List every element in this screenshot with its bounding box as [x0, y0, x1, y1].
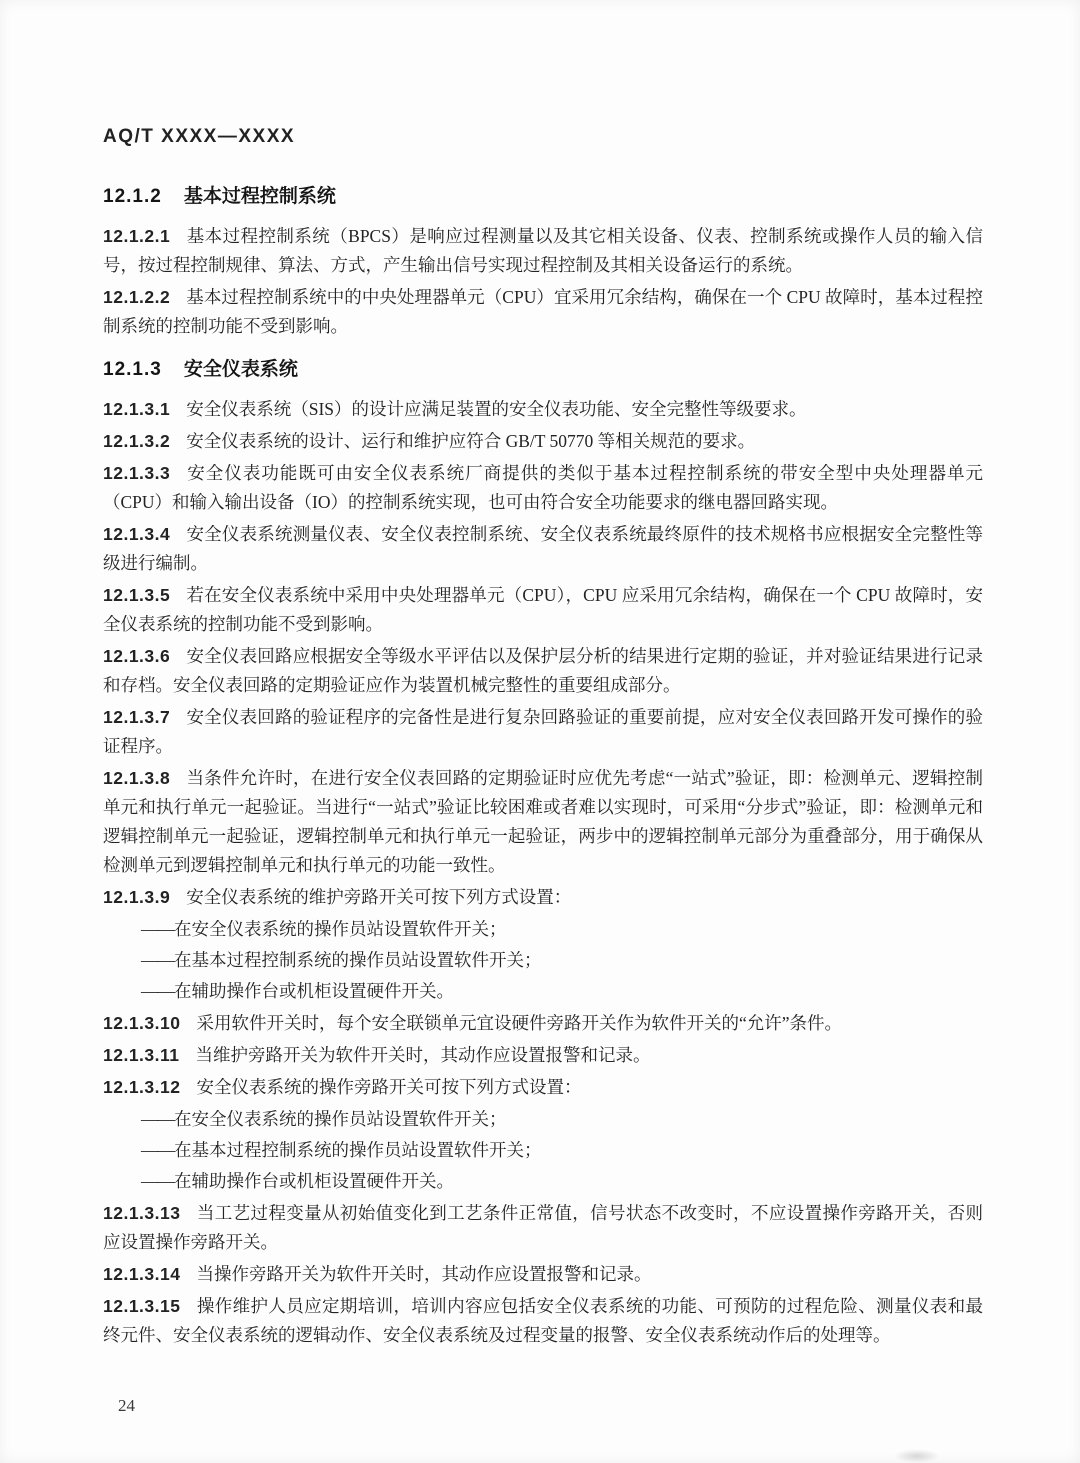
dash-item-text: 在安全仪表系统的操作员站设置软件开关； [174, 1109, 507, 1129]
section-heading [103, 184, 983, 210]
clause-text: 安全仪表回路的验证程序的完备性是进行复杂回路验证的重要前提，应对安全仪表回路开发可操作的验证程序。 [103, 707, 983, 756]
clause-text: 当维护旁路开关为软件开关时，其动作应设置报警和记录。 [195, 1045, 651, 1065]
clause-number: 12.1.3.11 [103, 1045, 180, 1065]
clause-number: 12.1.3.5 [103, 585, 171, 605]
clause-text: 当条件允许时，在进行安全仪表回路的定期验证时应优先考虑“一站式”验证，即：检测单元、逻辑控制单元和执行单元一起验证。当进行“一站式”验证比较困难或者难以实现时，可采用“分步式”验证，即：检测单元和逻辑控制单元一起验证，逻辑控制单元和执行单元一起验证，两步中的逻辑控制单元部分为重叠部分，用于确保从检测单元到逻辑控制单元和执行单元的功能一致性。 [103, 768, 983, 875]
standard-code-header: AQ/T XXXX—XXXX [103, 126, 296, 147]
clause-number: 12.1.3.6 [103, 646, 171, 666]
document-content [103, 168, 983, 1353]
clause-text: 安全仪表系统（SIS）的设计应满足装置的安全仪表功能、安全完整性等级要求。 [186, 399, 807, 419]
clause-paragraph [103, 427, 983, 456]
section-number: 12.1.3 [103, 359, 162, 380]
clause-text: 安全仪表回路应根据安全等级水平评估以及保护层分析的结果进行定期的验证，并对验证结果进行记录和存档。安全仪表回路的定期验证应作为装置机械完整性的重要组成部分。 [103, 646, 983, 695]
dash-marker: —— [141, 1140, 174, 1160]
dash-marker: —— [141, 950, 174, 970]
clause-number: 12.1.3.10 [103, 1013, 181, 1033]
clause-paragraph [103, 520, 983, 578]
clause-text: 安全仪表功能既可由安全仪表系统厂商提供的类似于基本过程控制系统的带安全型中央处理器单元（CPU）和输入输出设备（IO）的控制系统实现，也可由符合安全功能要求的继电器回路实现。 [103, 463, 983, 512]
section-number: 12.1.2 [103, 186, 162, 207]
clause-number: 12.1.3.1 [103, 399, 171, 419]
dash-item-text: 在辅助操作台或机柜设置硬件开关。 [174, 981, 454, 1001]
clause-number: 12.1.3.14 [103, 1264, 181, 1284]
clause-number: 12.1.3.12 [103, 1077, 181, 1097]
clause-paragraph [103, 1073, 983, 1102]
clause-number: 12.1.3.4 [103, 524, 171, 544]
clause-paragraph [103, 1009, 983, 1038]
dash-list-item [103, 946, 983, 975]
scan-smudge-artifact [894, 1449, 940, 1463]
clause-paragraph [103, 883, 983, 912]
section-title: 安全仪表系统 [183, 359, 298, 380]
clause-paragraph [103, 1260, 983, 1289]
clause-paragraph [103, 703, 983, 761]
dash-item-text: 在基本过程控制系统的操作员站设置软件开关； [174, 950, 542, 970]
dash-item-text: 在基本过程控制系统的操作员站设置软件开关； [174, 1140, 542, 1160]
dash-item-text: 在辅助操作台或机柜设置硬件开关。 [174, 1171, 454, 1191]
clause-number: 12.1.3.7 [103, 707, 171, 727]
clause-number: 12.1.2.1 [103, 226, 171, 246]
clause-paragraph [103, 222, 983, 280]
clause-paragraph [103, 642, 983, 700]
clause-number: 12.1.2.2 [103, 287, 171, 307]
clause-number: 12.1.3.9 [103, 887, 171, 907]
section-heading [103, 357, 983, 383]
page-number: 24 [118, 1396, 135, 1415]
clause-number: 12.1.3.8 [103, 768, 171, 788]
clause-paragraph [103, 1041, 983, 1070]
dash-list-item [103, 915, 983, 944]
clause-text: 采用软件开关时，每个安全联锁单元宜设硬件旁路开关作为软件开关的“允许”条件。 [196, 1013, 843, 1033]
section-title: 基本过程控制系统 [183, 186, 336, 207]
clause-paragraph [103, 1199, 983, 1257]
dash-marker: —— [141, 1171, 174, 1191]
clause-text: 操作维护人员应定期培训，培训内容应包括安全仪表系统的功能、可预防的过程危险、测量仪表和最终元件、安全仪表系统的逻辑动作、安全仪表系统及过程变量的报警、安全仪表系统动作后的处理等。 [103, 1296, 983, 1345]
clause-text: 基本过程控制系统中的中央处理器单元（CPU）宜采用冗余结构，确保在一个 CPU 故障时，基本过程控制系统的控制功能不受到影响。 [103, 287, 983, 336]
clause-text: 安全仪表系统的操作旁路开关可按下列方式设置： [196, 1077, 582, 1097]
dash-item-text: 在安全仪表系统的操作员站设置软件开关； [174, 919, 507, 939]
dash-list-item [103, 1136, 983, 1165]
clause-paragraph [103, 581, 983, 639]
clause-number: 12.1.3.15 [103, 1296, 181, 1316]
clause-text: 若在安全仪表系统中采用中央处理器单元（CPU），CPU 应采用冗余结构，确保在一个 CPU 故障时，安全仪表系统的控制功能不受到影响。 [103, 585, 983, 634]
clause-paragraph [103, 1292, 983, 1350]
clause-text: 安全仪表系统的设计、运行和维护应符合 GB/T 50770 等相关规范的要求。 [186, 431, 756, 451]
clause-number: 12.1.3.3 [103, 463, 171, 483]
clause-paragraph [103, 283, 983, 341]
clause-paragraph [103, 764, 983, 880]
clause-text: 当操作旁路开关为软件开关时，其动作应设置报警和记录。 [196, 1264, 652, 1284]
dash-marker: —— [141, 1109, 174, 1129]
clause-text: 基本过程控制系统（BPCS）是响应过程测量以及其它相关设备、仪表、控制系统或操作人员的输入信号，按过程控制规律、算法、方式，产生输出信号实现过程控制及其相关设备运行的系统。 [103, 226, 983, 275]
dash-marker: —— [141, 919, 174, 939]
clause-paragraph [103, 395, 983, 424]
clause-paragraph [103, 459, 983, 517]
dash-list-item [103, 977, 983, 1006]
clause-number: 12.1.3.13 [103, 1203, 181, 1223]
clause-number: 12.1.3.2 [103, 431, 171, 451]
dash-list-item [103, 1105, 983, 1134]
clause-text: 安全仪表系统的维护旁路开关可按下列方式设置： [186, 887, 572, 907]
dash-marker: —— [141, 981, 174, 1001]
dash-list-item [103, 1167, 983, 1196]
clause-text: 安全仪表系统测量仪表、安全仪表控制系统、安全仪表系统最终原件的技术规格书应根据安全完整性等级进行编制。 [103, 524, 983, 573]
clause-text: 当工艺过程变量从初始值变化到工艺条件正常值，信号状态不改变时，不应设置操作旁路开关，否则应设置操作旁路开关。 [103, 1203, 983, 1252]
